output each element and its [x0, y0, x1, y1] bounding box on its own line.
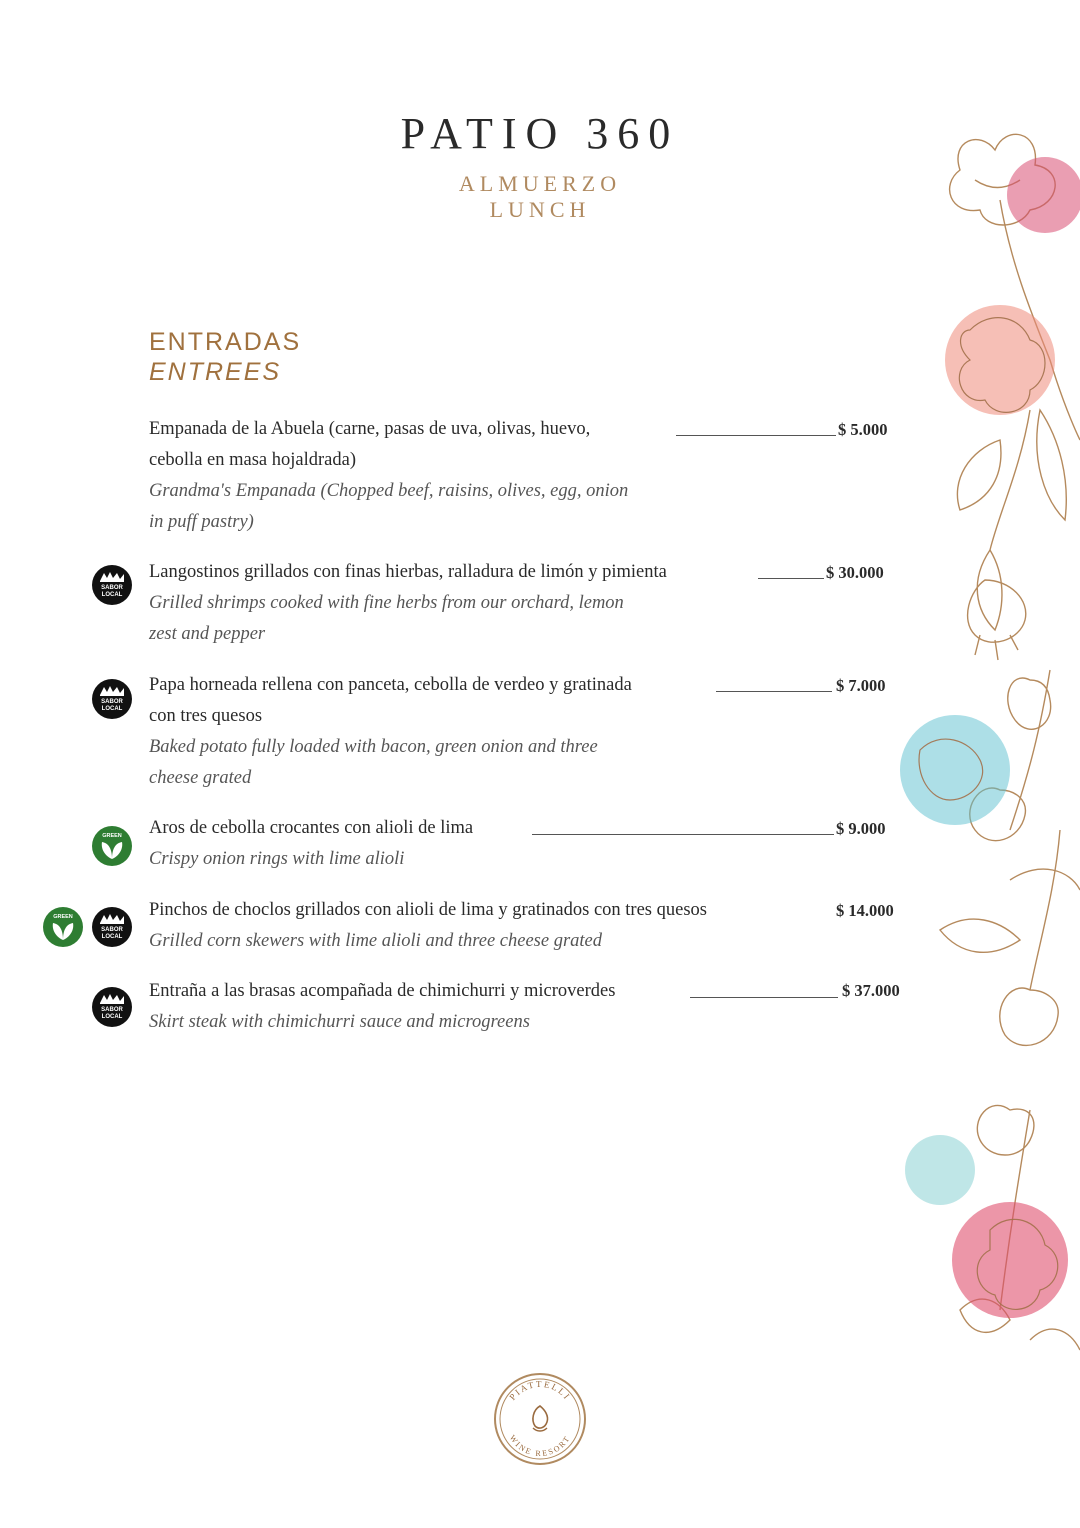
badge-line1: SABOR — [101, 585, 123, 591]
restaurant-title: PATIO 360 — [400, 109, 680, 158]
item-name-es: Papa horneada rellena con panceta, cebolla de verdeo y gratinada — [149, 675, 632, 695]
sabor-local-badge-icon — [91, 986, 133, 1028]
logo-bottom-text: WINE RESORT — [507, 1433, 573, 1459]
price-leader — [690, 997, 838, 998]
menu-item — [149, 414, 628, 538]
svg-text:WINE RESORT — [508, 1433, 573, 1458]
price-leader — [676, 435, 836, 436]
green-leaf-badge-icon — [91, 825, 133, 867]
menu-item — [149, 557, 667, 650]
item-name-es-cont: cebolla en masa hojaldrada) — [149, 450, 356, 470]
item-name-es: Langostinos grillados con finas hierbas, ralladura de limón y pimienta — [149, 562, 667, 582]
badge-line2: LOCAL — [101, 934, 123, 940]
badge-line2: LOCAL — [101, 1014, 123, 1020]
menu-item — [149, 895, 707, 957]
green-leaf-badge-icon — [42, 906, 84, 948]
item-price: $ 7.000 — [836, 676, 886, 695]
menu-item — [149, 976, 615, 1038]
item-name-en: Grandma's Empanada (Chopped beef, raisins, olives, egg, onion — [149, 481, 629, 501]
item-name-es: Pinchos de choclos grillados con alioli de lima y gratinados con tres quesos — [149, 900, 707, 920]
sabor-local-badge-icon — [91, 678, 133, 720]
menu-subtitle-en: LUNCH — [489, 197, 591, 222]
badge-line2: LOCAL — [101, 592, 123, 598]
menu-subtitle-es: ALMUERZO — [458, 171, 622, 196]
item-price: $ 37.000 — [842, 981, 900, 1000]
badge-line1: SABOR — [101, 699, 123, 705]
price-leader — [758, 578, 824, 579]
item-price: $ 14.000 — [836, 901, 894, 920]
price-leader — [532, 834, 834, 835]
item-name-es: Entraña a las brasas acompañada de chimichurri y microverdes — [149, 981, 616, 1001]
item-name-en: Baked potato fully loaded with bacon, green onion and three — [149, 737, 598, 757]
item-price: $ 30.000 — [826, 563, 884, 582]
svg-text:PIATTELLI — [507, 1379, 572, 1402]
badge-line1: SABOR — [101, 927, 123, 933]
item-name-en-cont: cheese grated — [149, 768, 252, 788]
item-price: $ 9.000 — [836, 819, 886, 838]
item-name-en-cont: zest and pepper — [149, 624, 266, 644]
logo-top-text: PIATTELLI — [507, 1378, 573, 1403]
badge-green-label: GREEN — [102, 833, 122, 839]
price-leader — [716, 691, 832, 692]
item-name-es: Empanada de la Abuela (carne, pasas de uva, olivas, huevo, — [149, 419, 591, 439]
badge-green-label: GREEN — [53, 914, 73, 920]
item-name-en: Grilled shrimps cooked with fine herbs from our orchard, lemon — [149, 593, 624, 613]
sabor-local-badge-icon — [91, 906, 133, 948]
sabor-local-badge-icon — [91, 564, 133, 606]
item-name-en: Skirt steak with chimichurri sauce and microgreens — [149, 1012, 530, 1032]
badge-line2: LOCAL — [101, 706, 123, 712]
resort-logo-icon — [493, 1372, 587, 1466]
item-name-es-cont: con tres quesos — [149, 706, 263, 726]
section-title-en: ENTREES — [149, 358, 282, 386]
item-name-en: Grilled corn skewers with lime alioli and three cheese grated — [149, 931, 602, 951]
floral-border-icon — [880, 110, 1080, 1410]
item-price: $ 5.000 — [838, 420, 888, 439]
badge-line1: SABOR — [101, 1007, 123, 1013]
item-name-en-cont: in puff pastry) — [149, 512, 254, 532]
item-name-es: Aros de cebolla crocantes con alioli de lima — [149, 818, 474, 838]
item-name-en: Crispy onion rings with lime alioli — [149, 849, 405, 869]
menu-item — [149, 813, 473, 875]
menu-item — [149, 670, 632, 794]
section-title-es: ENTRADAS — [149, 328, 302, 356]
